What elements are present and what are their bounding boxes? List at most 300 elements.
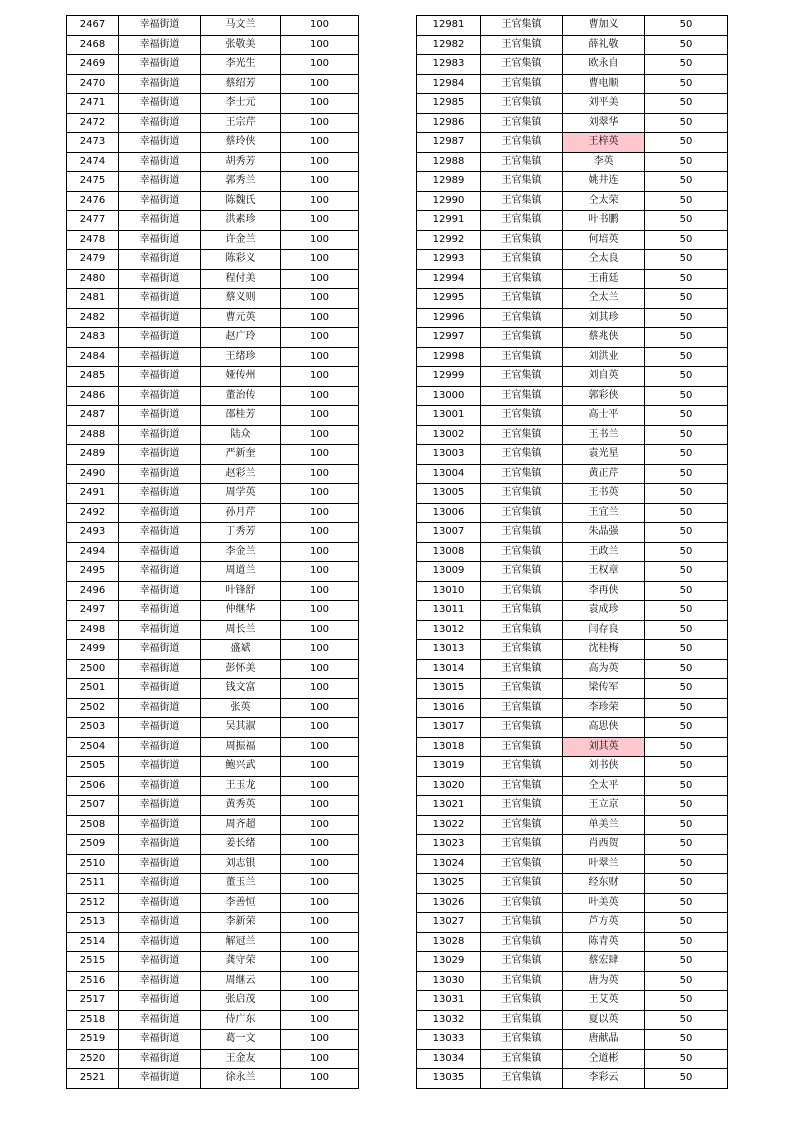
row-number-cell: 12983 xyxy=(417,55,481,75)
row-number-cell: 2480 xyxy=(67,269,119,289)
row-number-cell: 13027 xyxy=(417,913,481,933)
name-cell: 王甫廷 xyxy=(563,269,645,289)
row-number-cell: 2479 xyxy=(67,250,119,270)
name-cell: 经东财 xyxy=(563,874,645,894)
amount-cell: 50 xyxy=(645,620,728,640)
amount-cell: 50 xyxy=(645,191,728,211)
table-row xyxy=(67,16,359,36)
area-cell: 幸福街道 xyxy=(119,620,201,640)
area-cell: 王官集镇 xyxy=(481,230,563,250)
amount-cell: 50 xyxy=(645,542,728,562)
name-cell: 闫存良 xyxy=(563,620,645,640)
row-number-cell: 2476 xyxy=(67,191,119,211)
amount-cell: 100 xyxy=(281,172,359,192)
table-row xyxy=(67,679,359,699)
table-row xyxy=(67,347,359,367)
row-number-cell: 2516 xyxy=(67,971,119,991)
table-row xyxy=(417,932,728,952)
amount-cell: 50 xyxy=(645,55,728,75)
name-cell: 丁秀芳 xyxy=(201,523,281,543)
amount-cell: 50 xyxy=(645,386,728,406)
table-row xyxy=(67,367,359,387)
name-cell: 周学英 xyxy=(201,484,281,504)
table-row xyxy=(417,893,728,913)
row-number-cell: 13029 xyxy=(417,952,481,972)
table-row xyxy=(67,133,359,153)
row-number-cell: 13035 xyxy=(417,1069,481,1089)
amount-cell: 50 xyxy=(645,757,728,777)
right-roster-body xyxy=(417,16,728,1089)
amount-cell: 100 xyxy=(281,211,359,231)
table-row xyxy=(67,601,359,621)
row-number-cell: 2498 xyxy=(67,620,119,640)
area-cell: 王官集镇 xyxy=(481,893,563,913)
table-row xyxy=(417,367,728,387)
table-row xyxy=(417,1010,728,1030)
row-number-cell: 2472 xyxy=(67,113,119,133)
table-row xyxy=(67,484,359,504)
area-cell: 幸福街道 xyxy=(119,503,201,523)
area-cell: 幸福街道 xyxy=(119,230,201,250)
amount-cell: 100 xyxy=(281,328,359,348)
name-cell: 徐永兰 xyxy=(201,1069,281,1089)
name-cell: 刘洪业 xyxy=(563,347,645,367)
row-number-cell: 2500 xyxy=(67,659,119,679)
row-number-cell: 12995 xyxy=(417,289,481,309)
amount-cell: 100 xyxy=(281,484,359,504)
row-number-cell: 2496 xyxy=(67,581,119,601)
table-row xyxy=(417,113,728,133)
name-cell: 郭秀兰 xyxy=(201,172,281,192)
row-number-cell: 12993 xyxy=(417,250,481,270)
table-row xyxy=(67,971,359,991)
amount-cell: 50 xyxy=(645,74,728,94)
amount-cell: 50 xyxy=(645,1030,728,1050)
row-number-cell: 2514 xyxy=(67,932,119,952)
amount-cell: 100 xyxy=(281,1069,359,1089)
row-number-cell: 13000 xyxy=(417,386,481,406)
area-cell: 幸福街道 xyxy=(119,406,201,426)
row-number-cell: 2518 xyxy=(67,1010,119,1030)
name-cell: 周继云 xyxy=(201,971,281,991)
amount-cell: 100 xyxy=(281,289,359,309)
name-cell: 蔡兆侠 xyxy=(563,328,645,348)
name-cell: 王书英 xyxy=(563,484,645,504)
area-cell: 王官集镇 xyxy=(481,835,563,855)
area-cell: 王官集镇 xyxy=(481,191,563,211)
row-number-cell: 2488 xyxy=(67,425,119,445)
table-row xyxy=(417,55,728,75)
row-number-cell: 12997 xyxy=(417,328,481,348)
table-row xyxy=(417,776,728,796)
row-number-cell: 2487 xyxy=(67,406,119,426)
area-cell: 幸福街道 xyxy=(119,16,201,36)
row-number-cell: 2471 xyxy=(67,94,119,114)
table-row xyxy=(67,913,359,933)
amount-cell: 50 xyxy=(645,250,728,270)
amount-cell: 50 xyxy=(645,932,728,952)
row-number-cell: 2481 xyxy=(67,289,119,309)
area-cell: 幸福街道 xyxy=(119,952,201,972)
area-cell: 幸福街道 xyxy=(119,74,201,94)
amount-cell: 50 xyxy=(645,698,728,718)
table-row xyxy=(67,308,359,328)
table-row xyxy=(67,425,359,445)
row-number-cell: 2483 xyxy=(67,328,119,348)
table-row xyxy=(67,269,359,289)
amount-cell: 50 xyxy=(645,406,728,426)
table-row xyxy=(417,503,728,523)
area-cell: 王官集镇 xyxy=(481,250,563,270)
table-row xyxy=(67,55,359,75)
table-row xyxy=(67,757,359,777)
amount-cell: 100 xyxy=(281,367,359,387)
area-cell: 幸福街道 xyxy=(119,1049,201,1069)
name-cell: 袁成珍 xyxy=(563,601,645,621)
name-cell: 钱文富 xyxy=(201,679,281,699)
name-cell: 邵桂芳 xyxy=(201,406,281,426)
area-cell: 幸福街道 xyxy=(119,776,201,796)
area-cell: 幸福街道 xyxy=(119,191,201,211)
row-number-cell: 2512 xyxy=(67,893,119,913)
row-number-cell: 13034 xyxy=(417,1049,481,1069)
area-cell: 幸福街道 xyxy=(119,835,201,855)
row-number-cell: 12992 xyxy=(417,230,481,250)
area-cell: 王官集镇 xyxy=(481,640,563,660)
table-row xyxy=(417,737,728,757)
table-row xyxy=(417,308,728,328)
table-row xyxy=(417,952,728,972)
table-row xyxy=(67,386,359,406)
amount-cell: 50 xyxy=(645,523,728,543)
amount-cell: 50 xyxy=(645,581,728,601)
area-cell: 王官集镇 xyxy=(481,1030,563,1050)
name-cell: 王政兰 xyxy=(563,542,645,562)
name-cell: 张英 xyxy=(201,698,281,718)
area-cell: 幸福街道 xyxy=(119,1069,201,1089)
area-cell: 幸福街道 xyxy=(119,679,201,699)
row-number-cell: 13007 xyxy=(417,523,481,543)
area-cell: 幸福街道 xyxy=(119,913,201,933)
area-cell: 幸福街道 xyxy=(119,289,201,309)
area-cell: 幸福街道 xyxy=(119,55,201,75)
name-cell: 刘翠华 xyxy=(563,113,645,133)
row-number-cell: 13018 xyxy=(417,737,481,757)
name-cell: 张敬美 xyxy=(201,35,281,55)
row-number-cell: 12988 xyxy=(417,152,481,172)
name-cell: 仝太荣 xyxy=(563,191,645,211)
table-row xyxy=(67,737,359,757)
table-row xyxy=(67,523,359,543)
table-row xyxy=(67,874,359,894)
table-row xyxy=(417,874,728,894)
area-cell: 王官集镇 xyxy=(481,659,563,679)
table-row xyxy=(67,191,359,211)
amount-cell: 50 xyxy=(645,679,728,699)
name-cell: 李再侠 xyxy=(563,581,645,601)
table-row xyxy=(67,1069,359,1089)
amount-cell: 50 xyxy=(645,503,728,523)
amount-cell: 50 xyxy=(645,35,728,55)
area-cell: 幸福街道 xyxy=(119,757,201,777)
amount-cell: 50 xyxy=(645,835,728,855)
name-cell: 朱晶强 xyxy=(563,523,645,543)
name-cell: 蔡玲侠 xyxy=(201,133,281,153)
name-cell: 严新奎 xyxy=(201,445,281,465)
row-number-cell: 2485 xyxy=(67,367,119,387)
name-cell: 叶翠兰 xyxy=(563,854,645,874)
area-cell: 幸福街道 xyxy=(119,269,201,289)
area-cell: 王官集镇 xyxy=(481,971,563,991)
table-row xyxy=(417,698,728,718)
table-row xyxy=(67,698,359,718)
table-row xyxy=(67,230,359,250)
area-cell: 王官集镇 xyxy=(481,152,563,172)
area-cell: 幸福街道 xyxy=(119,640,201,660)
amount-cell: 50 xyxy=(645,1069,728,1089)
area-cell: 王官集镇 xyxy=(481,737,563,757)
area-cell: 幸福街道 xyxy=(119,35,201,55)
amount-cell: 100 xyxy=(281,796,359,816)
amount-cell: 100 xyxy=(281,815,359,835)
name-cell: 叶锋舒 xyxy=(201,581,281,601)
amount-cell: 100 xyxy=(281,991,359,1011)
name-cell: 曹电顺 xyxy=(563,74,645,94)
amount-cell: 50 xyxy=(645,172,728,192)
area-cell: 幸福街道 xyxy=(119,172,201,192)
table-row xyxy=(417,484,728,504)
name-cell: 许金兰 xyxy=(201,230,281,250)
amount-cell: 50 xyxy=(645,289,728,309)
name-cell: 刘其英 xyxy=(563,737,645,757)
name-cell: 刘书侠 xyxy=(563,757,645,777)
name-cell: 葛一文 xyxy=(201,1030,281,1050)
name-cell: 曹元英 xyxy=(201,308,281,328)
table-row xyxy=(67,815,359,835)
name-cell: 王艾英 xyxy=(563,991,645,1011)
amount-cell: 100 xyxy=(281,1030,359,1050)
row-number-cell: 13024 xyxy=(417,854,481,874)
table-row xyxy=(67,445,359,465)
amount-cell: 100 xyxy=(281,640,359,660)
area-cell: 王官集镇 xyxy=(481,991,563,1011)
table-row xyxy=(417,211,728,231)
row-number-cell: 2482 xyxy=(67,308,119,328)
row-number-cell: 12981 xyxy=(417,16,481,36)
area-cell: 王官集镇 xyxy=(481,113,563,133)
row-number-cell: 13015 xyxy=(417,679,481,699)
area-cell: 王官集镇 xyxy=(481,698,563,718)
table-row xyxy=(417,971,728,991)
row-number-cell: 2499 xyxy=(67,640,119,660)
amount-cell: 100 xyxy=(281,191,359,211)
name-cell: 曹加义 xyxy=(563,16,645,36)
name-cell: 娅传州 xyxy=(201,367,281,387)
name-cell: 李彩云 xyxy=(563,1069,645,1089)
row-number-cell: 2473 xyxy=(67,133,119,153)
row-number-cell: 2484 xyxy=(67,347,119,367)
area-cell: 王官集镇 xyxy=(481,1069,563,1089)
amount-cell: 50 xyxy=(645,776,728,796)
name-cell: 仝道彬 xyxy=(563,1049,645,1069)
name-cell: 蔡宏肆 xyxy=(563,952,645,972)
amount-cell: 50 xyxy=(645,16,728,36)
row-number-cell: 13023 xyxy=(417,835,481,855)
table-row xyxy=(67,952,359,972)
area-cell: 幸福街道 xyxy=(119,581,201,601)
table-row xyxy=(417,991,728,1011)
row-number-cell: 12990 xyxy=(417,191,481,211)
table-row xyxy=(417,542,728,562)
row-number-cell: 13013 xyxy=(417,640,481,660)
area-cell: 王官集镇 xyxy=(481,35,563,55)
name-cell: 侍广东 xyxy=(201,1010,281,1030)
table-row xyxy=(417,152,728,172)
amount-cell: 100 xyxy=(281,230,359,250)
area-cell: 王官集镇 xyxy=(481,328,563,348)
table-row xyxy=(417,74,728,94)
name-cell: 刘平美 xyxy=(563,94,645,114)
amount-cell: 100 xyxy=(281,250,359,270)
amount-cell: 100 xyxy=(281,16,359,36)
name-cell: 王绪珍 xyxy=(201,347,281,367)
amount-cell: 100 xyxy=(281,1010,359,1030)
row-number-cell: 13022 xyxy=(417,815,481,835)
row-number-cell: 13032 xyxy=(417,1010,481,1030)
table-row xyxy=(67,289,359,309)
table-row xyxy=(417,835,728,855)
name-cell: 叶书鹏 xyxy=(563,211,645,231)
table-row xyxy=(67,581,359,601)
area-cell: 王官集镇 xyxy=(481,289,563,309)
amount-cell: 100 xyxy=(281,464,359,484)
area-cell: 王官集镇 xyxy=(481,1049,563,1069)
name-cell: 李光生 xyxy=(201,55,281,75)
row-number-cell: 2520 xyxy=(67,1049,119,1069)
amount-cell: 100 xyxy=(281,94,359,114)
table-row xyxy=(67,464,359,484)
table-row xyxy=(417,406,728,426)
amount-cell: 100 xyxy=(281,269,359,289)
area-cell: 幸福街道 xyxy=(119,659,201,679)
amount-cell: 100 xyxy=(281,55,359,75)
table-row xyxy=(417,581,728,601)
table-row xyxy=(67,835,359,855)
amount-cell: 50 xyxy=(645,367,728,387)
table-row xyxy=(67,932,359,952)
row-number-cell: 13002 xyxy=(417,425,481,445)
table-row xyxy=(417,191,728,211)
table-row xyxy=(417,796,728,816)
row-number-cell: 2467 xyxy=(67,16,119,36)
table-row xyxy=(417,16,728,36)
area-cell: 幸福街道 xyxy=(119,133,201,153)
table-row xyxy=(67,991,359,1011)
amount-cell: 100 xyxy=(281,932,359,952)
name-cell: 何培英 xyxy=(563,230,645,250)
table-row xyxy=(417,289,728,309)
table-row xyxy=(417,172,728,192)
table-row xyxy=(417,679,728,699)
table-row xyxy=(67,406,359,426)
table-row xyxy=(67,113,359,133)
table-row xyxy=(67,1010,359,1030)
area-cell: 王官集镇 xyxy=(481,874,563,894)
name-cell: 王权章 xyxy=(563,562,645,582)
area-cell: 王官集镇 xyxy=(481,94,563,114)
area-cell: 王官集镇 xyxy=(481,1010,563,1030)
row-number-cell: 13006 xyxy=(417,503,481,523)
amount-cell: 50 xyxy=(645,601,728,621)
area-cell: 幸福街道 xyxy=(119,796,201,816)
amount-cell: 50 xyxy=(645,971,728,991)
table-row xyxy=(417,133,728,153)
area-cell: 幸福街道 xyxy=(119,601,201,621)
table-row xyxy=(417,718,728,738)
amount-cell: 50 xyxy=(645,133,728,153)
name-cell: 唐献晶 xyxy=(563,1030,645,1050)
amount-cell: 100 xyxy=(281,913,359,933)
row-number-cell: 13008 xyxy=(417,542,481,562)
amount-cell: 100 xyxy=(281,620,359,640)
name-cell: 彭怀美 xyxy=(201,659,281,679)
table-row xyxy=(67,250,359,270)
table-row xyxy=(417,328,728,348)
area-cell: 王官集镇 xyxy=(481,172,563,192)
area-cell: 幸福街道 xyxy=(119,991,201,1011)
name-cell: 王梓英 xyxy=(563,133,645,153)
table-row xyxy=(67,659,359,679)
area-cell: 王官集镇 xyxy=(481,406,563,426)
right-roster-table xyxy=(416,15,728,1089)
table-row xyxy=(67,503,359,523)
name-cell: 唐为英 xyxy=(563,971,645,991)
table-row xyxy=(417,445,728,465)
name-cell: 陈彩义 xyxy=(201,250,281,270)
row-number-cell: 13031 xyxy=(417,991,481,1011)
area-cell: 幸福街道 xyxy=(119,854,201,874)
area-cell: 王官集镇 xyxy=(481,211,563,231)
row-number-cell: 13016 xyxy=(417,698,481,718)
area-cell: 幸福街道 xyxy=(119,542,201,562)
row-number-cell: 13004 xyxy=(417,464,481,484)
name-cell: 赵广玲 xyxy=(201,328,281,348)
area-cell: 幸福街道 xyxy=(119,328,201,348)
area-cell: 幸福街道 xyxy=(119,893,201,913)
name-cell: 仝太平 xyxy=(563,776,645,796)
row-number-cell: 2508 xyxy=(67,815,119,835)
row-number-cell: 12987 xyxy=(417,133,481,153)
area-cell: 幸福街道 xyxy=(119,464,201,484)
row-number-cell: 13028 xyxy=(417,932,481,952)
area-cell: 王官集镇 xyxy=(481,74,563,94)
table-row xyxy=(67,35,359,55)
amount-cell: 100 xyxy=(281,308,359,328)
area-cell: 幸福街道 xyxy=(119,815,201,835)
name-cell: 陈青英 xyxy=(563,932,645,952)
row-number-cell: 12994 xyxy=(417,269,481,289)
name-cell: 洪素珍 xyxy=(201,211,281,231)
area-cell: 王官集镇 xyxy=(481,347,563,367)
amount-cell: 50 xyxy=(645,874,728,894)
row-number-cell: 13026 xyxy=(417,893,481,913)
amount-cell: 100 xyxy=(281,952,359,972)
row-number-cell: 2505 xyxy=(67,757,119,777)
table-row xyxy=(67,718,359,738)
name-cell: 李善恒 xyxy=(201,893,281,913)
table-row xyxy=(417,562,728,582)
area-cell: 王官集镇 xyxy=(481,679,563,699)
